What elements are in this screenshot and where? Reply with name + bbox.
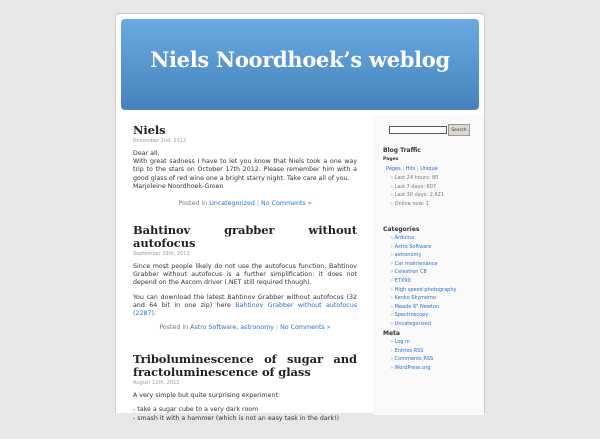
comments-rss-link[interactable]: Comments RSS	[394, 356, 434, 363]
post-paragraph: - smash it with a hammer (which is not an easy task in the dark!)	[133, 414, 339, 422]
post-title-link[interactable]: Bahtinov grabber without autofocus	[133, 223, 357, 251]
post-entry	[133, 263, 357, 318]
post-title-link[interactable]: Niels	[133, 123, 166, 137]
widget-title: Meta	[383, 330, 400, 337]
category-link[interactable]: Car maintenance	[394, 260, 438, 267]
post-date: November 2nd, 2012	[133, 138, 187, 144]
separator: |	[402, 166, 404, 172]
post-paragraph: - take a sugar cube to a very dark room	[133, 406, 259, 414]
search-input[interactable]	[389, 126, 447, 134]
stat-item: » Last 7 days: 607	[390, 183, 483, 192]
post-meta	[133, 200, 357, 207]
post-paragraph: With great sadness I have to let you know that Niels took a one way trip to the stars on October 17th 2012. Please remember him with a good glass of red wine one a bright starry night. Take care all of you.	[133, 158, 357, 182]
posted-in-label: Posted in	[178, 200, 208, 208]
sidebar	[373, 115, 484, 415]
widget-title: Categories	[383, 226, 420, 233]
post	[133, 224, 357, 331]
widget-title: Blog Traffic	[383, 147, 421, 154]
category-link[interactable]: Astro Software	[190, 324, 237, 332]
post-date: August 11th, 2012	[133, 380, 180, 387]
post-paragraph: Marjoleine Noordhoek-Groen	[133, 182, 224, 190]
meta-list	[383, 338, 483, 372]
category-link[interactable]: Arduino	[394, 235, 415, 241]
post-paragraph: Since most people likely do not use the autofocus function, Bahtinov Grabber without autofocus is a further simplification: it does not depend on the Ascom driver (.NET still required though).	[133, 263, 357, 287]
category-link[interactable]: Uncategorized	[209, 200, 255, 208]
wordpress-org-link[interactable]: WordPress.org	[394, 364, 431, 371]
stat-item: » Last 24 hours: 80	[390, 174, 483, 183]
paragraph-text: .	[153, 310, 156, 318]
entries-rss-link[interactable]: Entries RSS	[394, 347, 424, 354]
post-entry	[133, 150, 357, 191]
post-paragraph	[133, 294, 357, 319]
post-paragraph: Dear all,	[133, 150, 160, 157]
categories-list	[383, 234, 483, 329]
search-button[interactable]: Search	[448, 124, 470, 136]
tab-unique[interactable]: Unique	[420, 166, 438, 172]
comments-link[interactable]: No Comments »	[261, 200, 312, 208]
post	[133, 124, 357, 207]
category-link[interactable]: Celestron C8	[394, 269, 427, 276]
stat-item: » Last 30 days: 2,621	[390, 191, 483, 200]
post-meta	[133, 324, 357, 331]
traffic-stats-list	[383, 174, 483, 208]
category-link[interactable]: ETX90	[394, 277, 411, 284]
category-link[interactable]: Spectroscopy	[394, 312, 429, 319]
main-content	[133, 124, 357, 439]
tab-pages[interactable]: Pages	[386, 166, 401, 172]
widget-subtitle: Pages	[383, 157, 399, 162]
page-container	[115, 13, 485, 422]
download-link[interactable]: Bahtinov Grabber without autofocus (2287)	[133, 301, 357, 318]
posted-in-label: Posted in	[159, 324, 189, 332]
category-link[interactable]: astronomy	[240, 324, 274, 332]
meta-widget	[383, 330, 483, 372]
paragraph-text: You can download the latest Bahtinov Grabber without autofocus (32 and 64 bit in one zip) here	[133, 293, 357, 309]
separator: |	[275, 324, 279, 332]
post-entry	[133, 392, 357, 423]
comments-link[interactable]: No Comments »	[280, 324, 331, 332]
post-paragraph: A very simple but quite surprising experiment:	[133, 392, 281, 400]
blog-traffic-widget	[383, 147, 483, 208]
site-header	[121, 19, 479, 110]
category-link[interactable]: Meade 6" Newton	[394, 303, 440, 310]
comma: ,	[236, 324, 239, 332]
tab-hits[interactable]: Hits	[405, 166, 416, 172]
post-date: September 29th, 2012	[133, 251, 190, 258]
separator: |	[256, 200, 259, 208]
blog-title-link[interactable]: Niels Noordhoek’s weblog	[150, 47, 450, 72]
category-link[interactable]: Astro Software	[394, 243, 432, 250]
category-link[interactable]: Uncategorized	[394, 320, 431, 327]
separator: |	[416, 166, 419, 172]
post-title-link[interactable]: Triboluminescence of sugar and fractoluminescence of glass	[133, 352, 357, 380]
categories-widget	[383, 226, 483, 329]
category-link[interactable]: High speed photography	[394, 286, 457, 293]
category-link[interactable]: astronomy	[394, 252, 422, 259]
traffic-tabs	[383, 166, 483, 173]
stat-item: » Online now: 1	[390, 200, 483, 209]
post	[133, 353, 357, 423]
login-link[interactable]: Log in	[394, 339, 410, 345]
category-link[interactable]: Kenko Skymemo	[394, 295, 437, 302]
